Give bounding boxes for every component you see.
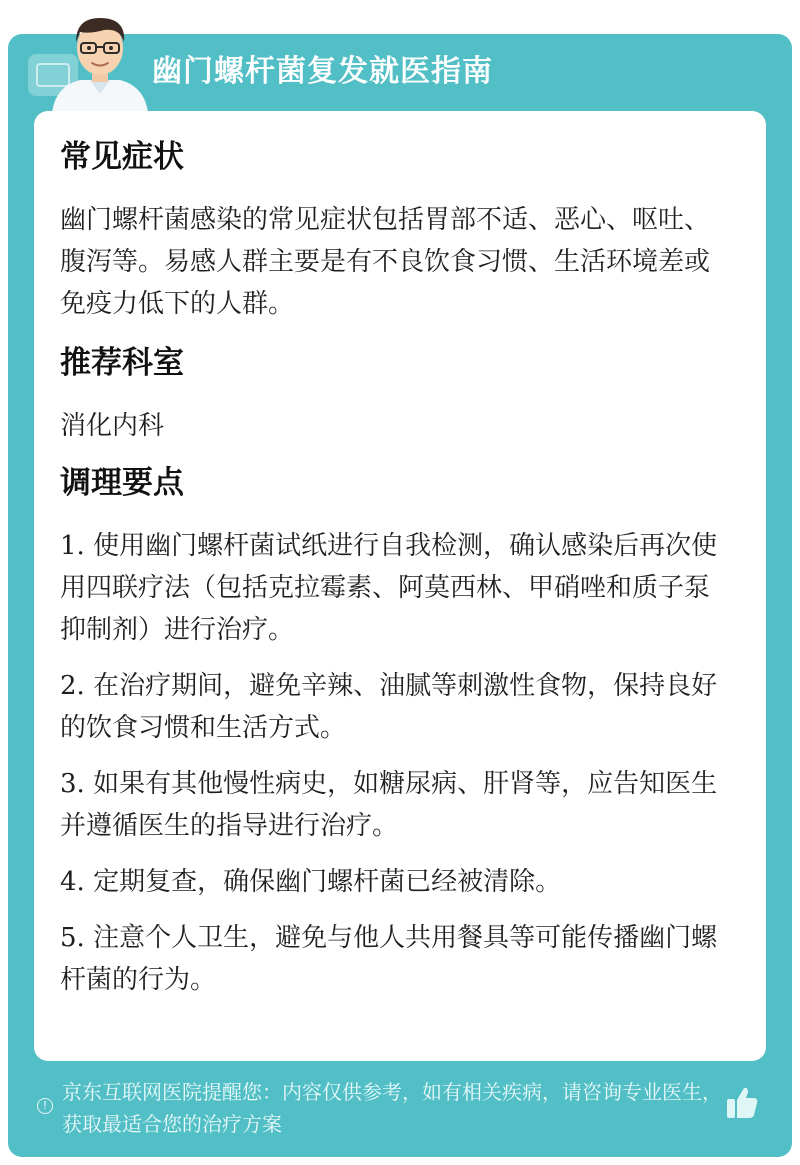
section-title-symptoms: 常见症状 — [60, 139, 184, 175]
care-tip-item — [60, 763, 730, 847]
symptoms-text: 幽门螺杆菌感染的常见症状包括胃部不适、恶心、呕吐、腹泻等。易感人群主要是有不良饮食习惯、生活环境差或免疫力低下的人群。 — [60, 205, 711, 319]
care-tip-item — [60, 861, 730, 903]
tip-text: 使用幽门螺杆菌试纸进行自我检测，确认感染后再次使用四联疗法（包括克拉霉素、阿莫西林、甲硝唑和质子泵抑制剂）进行治疗。 — [60, 531, 718, 645]
tip-text: 注意个人卫生，避免与他人共用餐具等可能传播幽门螺杆菌的行为。 — [60, 923, 718, 995]
tip-text: 如果有其他慢性病史，如糖尿病、肝肾等，应告知医生并遵循医生的指导进行治疗。 — [60, 769, 718, 841]
care-tip-item — [60, 525, 730, 651]
tip-number: 1. — [60, 531, 85, 561]
disclaimer-text: 京东互联网医院提醒您：内容仅供参考，如有相关疾病，请咨询专业医生，获取最适合您的治疗方案 — [62, 1080, 722, 1136]
tip-number: 3. — [60, 769, 85, 799]
section-title-care-tips: 调理要点 — [60, 465, 184, 501]
tip-number: 2. — [60, 671, 85, 701]
section-title-department: 推荐科室 — [60, 345, 184, 381]
content-card — [34, 111, 766, 1061]
page-title: 幽门螺杆菌复发就医指南 — [152, 54, 493, 89]
tip-number: 4. — [60, 867, 85, 897]
care-tip-item — [60, 665, 730, 749]
thumbs-up-icon[interactable] — [725, 1084, 759, 1120]
tip-text: 定期复查，确保幽门螺杆菌已经被清除。 — [93, 867, 562, 897]
doctor-avatar — [46, 8, 154, 112]
content-body — [60, 135, 730, 1015]
info-icon: ! — [37, 1098, 53, 1114]
department-text: 消化内科 — [60, 411, 165, 441]
tip-number: 5. — [60, 923, 85, 953]
tip-text: 在治疗期间，避免辛辣、油腻等刺激性食物，保持良好的饮食习惯和生活方式。 — [60, 671, 718, 743]
care-tip-item — [60, 917, 730, 1001]
